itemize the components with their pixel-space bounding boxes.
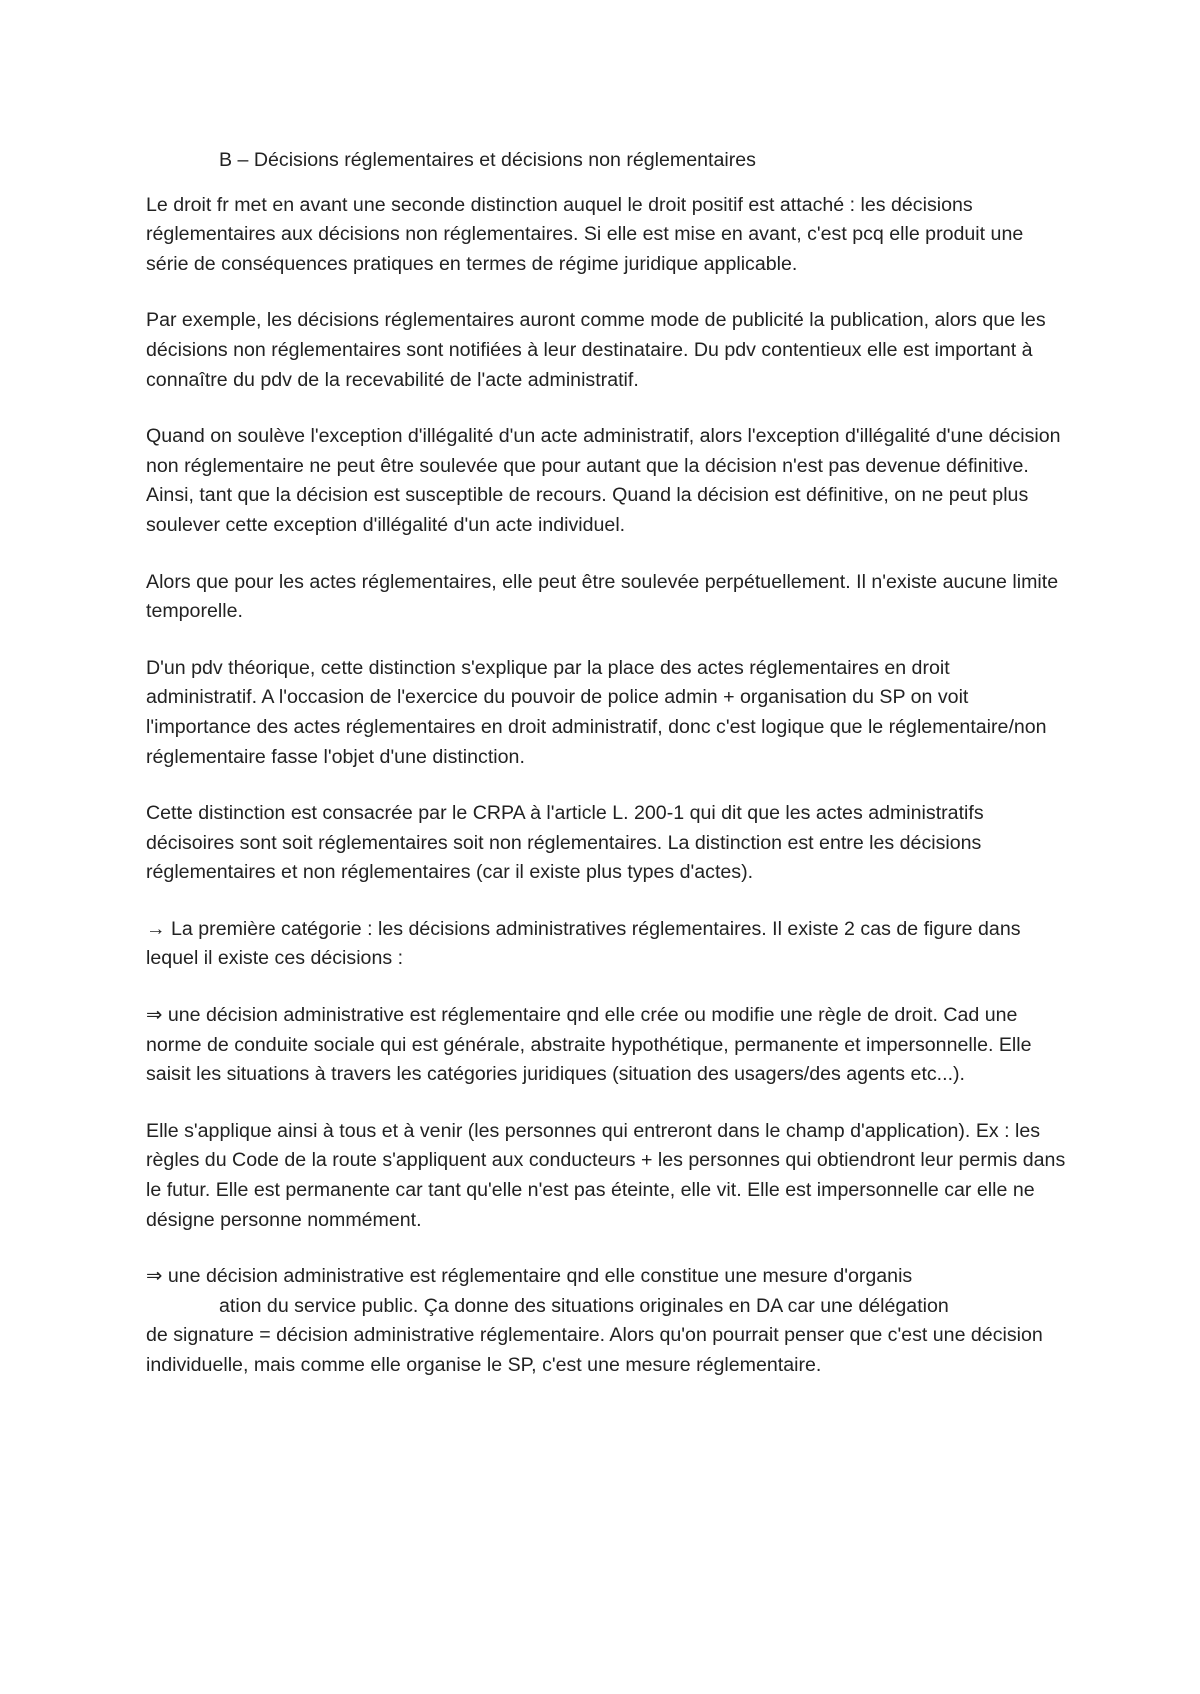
paragraph: Quand on soulève l'exception d'illégalité d'un acte administratif, alors l'exception d'illégalité d'une décision non réglementaire ne peut être soulevée que pour autant que la décision n'est pas devenue définitive. Ainsi, tant que la décision est susceptible de recours. Quand la décision est définitive, on ne peut plus soulever cette exception d'illégalité d'un acte individuel. — [146, 425, 1061, 536]
paragraph-rest: de signature = décision administrative réglementaire. Alors qu'on pourrait penser que c'est une décision individuelle, mais comme elle organise le SP, c'est une mesure réglementaire. — [146, 1324, 1043, 1376]
paragraph-line-indented: ation du service public. Ça donne des situations originales en DA car une délégation — [219, 1294, 949, 1317]
paragraph: Par exemple, les décisions réglementaires auront comme mode de publicité la publication, alors que les décisions non réglementaires sont notifiées à leur destinataire. Du pdv contentieux elle est important à connaître du pdv de la recevabilité de l'acte administratif. — [146, 309, 1046, 391]
paragraph: ⇒ une décision administrative est réglementaire qnd elle crée ou modifie une règle de droit. Cad une norme de conduite sociale qui est générale, abstraite hypothétique, permanente et impersonnelle. Elle saisit les situations à travers les catégories juridiques (situation des usagers/des agents etc...). — [146, 1004, 1032, 1086]
paragraph: D'un pdv théorique, cette distinction s'explique par la place des actes réglementaires en droit administratif. A l'occasion de l'exercice du pouvoir de police admin + organisation du SP on voit l'importance des actes réglementaires en droit administratif, donc c'est logique que le réglementaire/non réglementaire fasse l'objet d'une distinction. — [146, 656, 1047, 768]
document-body — [146, 146, 1066, 1408]
paragraph-line: ⇒ une décision administrative est réglementaire qnd elle constitue une mesure d'organis — [146, 1265, 913, 1288]
paragraph: Elle s'applique ainsi à tous et à venir (les personnes qui entreront dans le champ d'application). Ex : les règles du Code de la route s'appliquent aux conducteurs + les personnes qui obtiendront leur permis dans le futur. Elle est permanente car tant qu'elle n'est pas éteinte, elle vit. Elle est impersonnelle car elle ne désigne personne nommément. — [146, 1119, 1066, 1231]
last-paragraph — [146, 1262, 1066, 1380]
paragraph: Le droit fr met en avant une seconde distinction auquel le droit positif est attaché : les décisions réglementaires aux décisions non réglementaires. Si elle est mise en avant, c'est pcq elle produit une série de conséquences pratiques en termes de régime juridique applicable. — [146, 193, 1024, 275]
paragraph: → La première catégorie : les décisions administratives réglementaires. Il existe 2 cas de figure dans lequel il existe ces décisions : — [146, 917, 1021, 970]
paragraph: Cette distinction est consacrée par le CRPA à l'article L. 200-1 qui dit que les actes administratifs décisoires sont soit réglementaires soit non réglementaires. La distinction est entre les décisions réglementaires et non réglementaires (car il existe plus types d'actes). — [146, 802, 984, 884]
paragraph: Alors que pour les actes réglementaires, elle peut être soulevée perpétuellement. Il n'existe aucune limite temporelle. — [146, 570, 1059, 623]
section-heading: B – Décisions réglementaires et décisions non réglementaires — [219, 149, 756, 171]
